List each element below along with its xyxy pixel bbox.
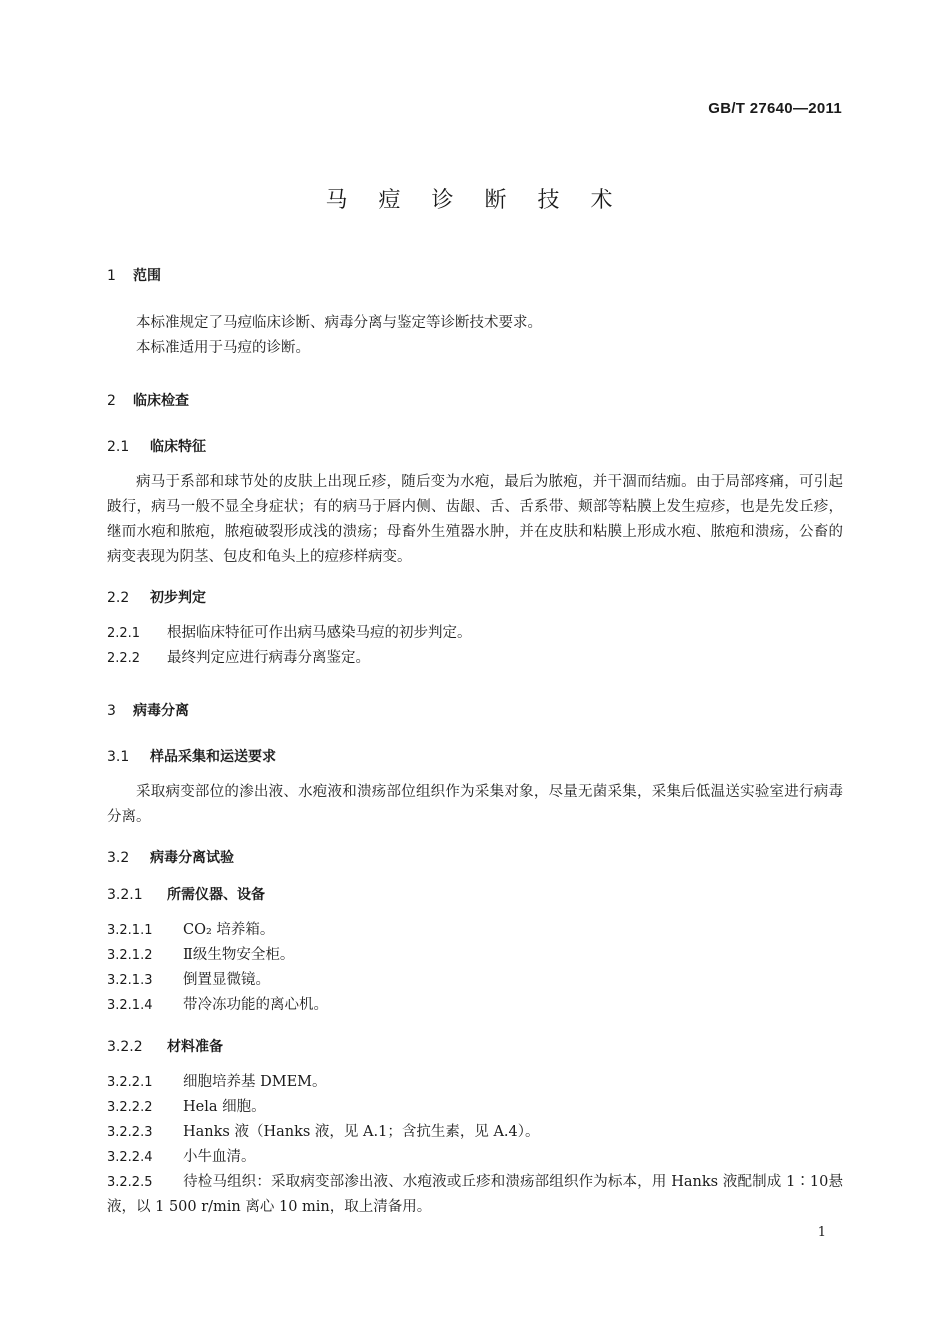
section-3-2-2-heading [107,1036,223,1056]
section-title: 病毒分离 [133,703,189,719]
section-number: 2.1 [107,439,130,455]
section-3-heading [107,700,189,720]
clause-text: Hanks 液（Hanks 液，见 A.1；含抗生素，见 A.4）。 [183,1124,540,1140]
clause-number: 3.2.2.2 [107,1100,153,1115]
section-number: 3.1 [107,749,130,765]
clause-item [107,943,843,968]
clause-text: Ⅱ级生物安全柜。 [183,947,295,963]
clause-item [107,968,843,993]
section-number: 3 [107,703,116,719]
paragraph: 本标准规定了马痘临床诊断、病毒分离与鉴定等诊断技术要求。 [136,315,542,331]
clause-text: CO₂ 培养箱。 [183,922,275,938]
section-3-1-heading [107,746,276,766]
clause-item [107,1170,843,1220]
section-3-2-1-heading [107,884,265,904]
clause-text: Hela 细胞。 [183,1099,266,1115]
clause-text: 根据临床特征可作出病马感染马痘的初步判定。 [167,625,472,641]
section-2-1-heading [107,436,206,456]
clause-text: 待检马组织：采取病变部渗出液、水疱液或丘疹和溃疡部组织作为标本，用 Hanks 液配制成 1∶10悬液，以 1 500 r/min 离心 10 min，取上清备用。 [107,1174,843,1215]
section-number: 3.2.2 [107,1039,143,1055]
section-title: 样品采集和运送要求 [150,749,276,765]
clause-text: 细胞培养基 DMEM。 [183,1074,327,1090]
clause-text: 带冷冻功能的离心机。 [183,997,328,1013]
document-title: 马 痘 诊 断 技 术 [325,188,625,213]
section-title: 范围 [133,268,161,284]
clause-number: 3.2.1.2 [107,948,153,963]
clause-item [107,646,843,671]
clause-number: 3.2.1.4 [107,998,153,1013]
clause-text: 最终判定应进行病毒分离鉴定。 [167,650,370,666]
clause-number: 2.2.2 [107,651,141,666]
clause-number: 3.2.2.5 [107,1175,153,1190]
clause-text: 小牛血清。 [183,1149,256,1165]
standard-code: GB/T 27640—2011 [708,100,842,117]
section-3-2-heading [107,847,234,867]
clause-text: 倒置显微镜。 [183,972,270,988]
section-number: 3.2 [107,850,130,866]
section-title: 初步判定 [150,590,206,606]
clause-number: 3.2.2.3 [107,1125,153,1140]
section-number: 1 [107,268,116,284]
section-number: 3.2.1 [107,887,143,903]
clause-number: 2.2.1 [107,626,141,641]
section-title: 材料准备 [167,1039,223,1055]
clause-item [107,1120,843,1145]
section-2-2-heading [107,587,206,607]
clause-item [107,621,843,646]
section-number: 2 [107,393,116,409]
clause-item [107,1070,843,1095]
section-title: 病毒分离试验 [150,850,234,866]
page-number: 1 [817,1225,826,1240]
clause-number: 3.2.2.1 [107,1075,153,1090]
clause-item [107,993,843,1018]
paragraph: 病马于系部和球节处的皮肤上出现丘疹，随后变为水疱，最后为脓疱，并干涸而结痂。由于局部疼痛，可引起跛行，病马一般不显全身症状；有的病马于唇内侧、齿龈、舌、舌系带、颊部等粘膜上发生痘疹，也是先发丘疹，继而水疱和脓疱，脓疱破裂形成浅的溃疡；母畜外生殖器水肿，并在皮肤和粘膜上形成水疱、脓疱和溃疡，公畜的病变表现为阴茎、包皮和龟头上的痘疹样病变。 [107,474,843,565]
section-2-heading [107,390,189,410]
clause-item [107,1145,843,1170]
section-title: 临床特征 [150,439,206,455]
clause-number: 3.2.1.1 [107,923,153,938]
section-number: 2.2 [107,590,130,606]
clause-item [107,918,843,943]
paragraph: 本标准适用于马痘的诊断。 [136,340,310,356]
section-title: 所需仪器、设备 [167,887,265,903]
section-title: 临床检查 [133,393,189,409]
paragraph: 采取病变部位的渗出液、水疱液和溃疡部位组织作为采集对象，尽量无菌采集，采集后低温送实验室进行病毒分离。 [107,784,843,825]
clause-number: 3.2.1.3 [107,973,153,988]
clause-item [107,1095,843,1120]
section-1-heading [107,265,161,285]
clause-number: 3.2.2.4 [107,1150,153,1165]
